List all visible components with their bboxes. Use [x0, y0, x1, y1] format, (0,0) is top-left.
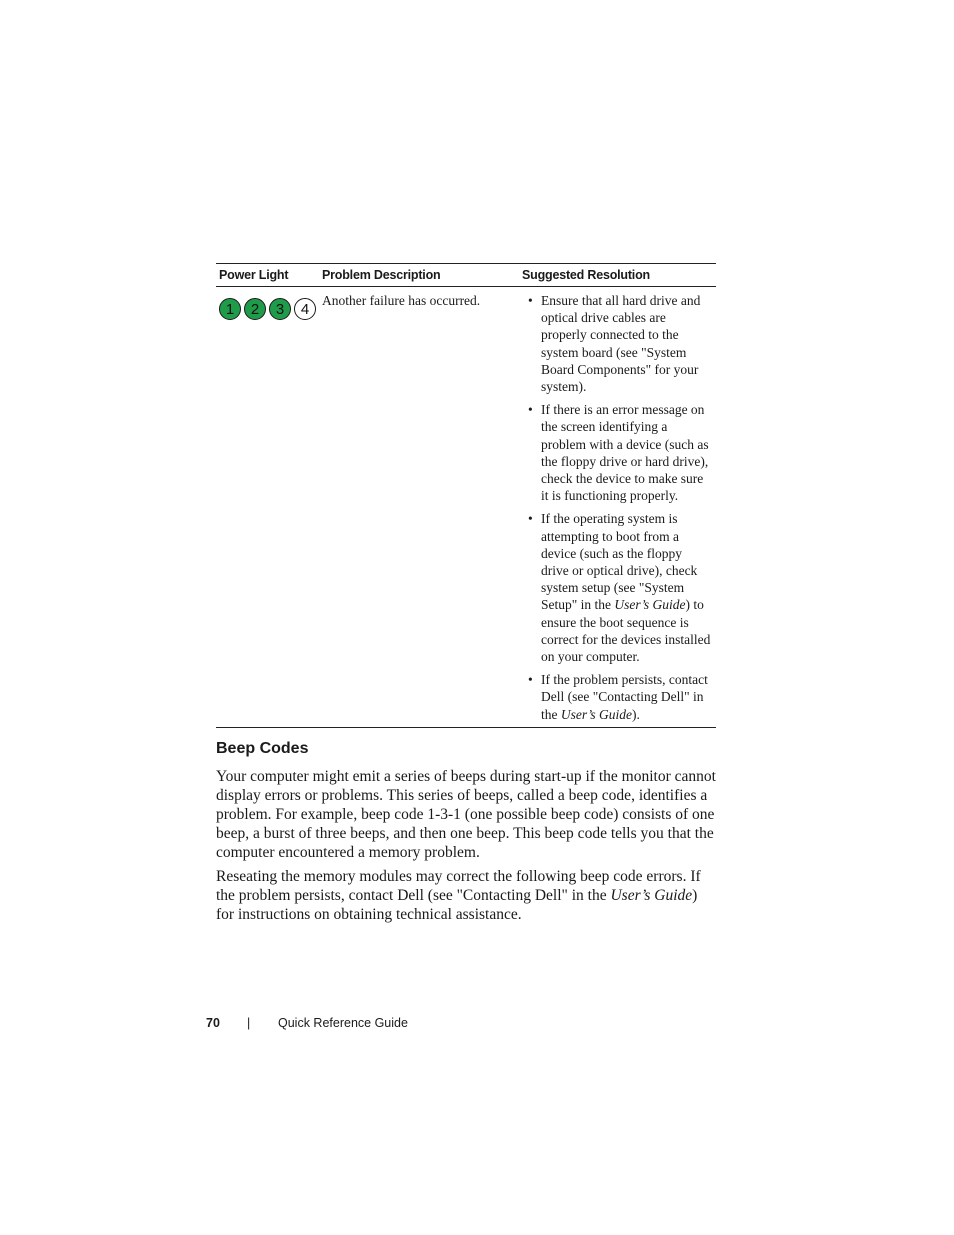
page-number: 70: [206, 1016, 220, 1030]
power-light-3-icon: 3: [269, 298, 291, 320]
power-light-indicators: [219, 292, 316, 320]
guide-title: Quick Reference Guide: [278, 1016, 408, 1030]
footer-separator: |: [247, 1016, 251, 1030]
resolution-item: • If the problem persists, contact Dell (see "Contacting Dell" in the User’s Guide).: [522, 671, 713, 723]
resolution-item: • Ensure that all hard drive and optical drive cables are properly connected to the system board (see "System Board Components" for your system).: [522, 292, 713, 395]
problem-description: Another failure has occurred.: [319, 287, 519, 728]
header-suggested-resolution: Suggested Resolution: [519, 264, 716, 287]
suggested-resolution: [519, 287, 716, 728]
power-light-4-icon: 4: [294, 298, 316, 320]
resolution-list: [522, 292, 713, 723]
resolution-item: • If the operating system is attempting to boot from a device (such as the floppy drive or optical drive), check system setup (see "System Setup" in the User’s Guide) to ensure the boot sequence is correct for the devices installed on your computer.: [522, 510, 713, 665]
power-light-cell: [216, 287, 319, 728]
paragraph-reseat-memory: Reseating the memory modules may correct the following beep code errors. If the problem persists, contact Dell (see "Contacting Dell" in the User’s Guide) for instructions on obtaining technical assistance.: [216, 868, 701, 923]
table-row: [216, 287, 716, 728]
table-header-row: [216, 264, 716, 287]
power-light-table: [216, 263, 716, 728]
power-light-1-icon: 1: [219, 298, 241, 320]
section-title: Beep Codes: [216, 740, 309, 757]
resolution-item: • If there is an error message on the screen identifying a problem with a device (such as the floppy drive or hard drive), check the device to make sure it is functioning properly.: [522, 401, 713, 504]
header-problem-description: Problem Description: [319, 264, 519, 287]
users-guide-ref: User’s Guide: [610, 887, 693, 904]
header-power-light: Power Light: [216, 264, 319, 287]
power-light-2-icon: 2: [244, 298, 266, 320]
paragraph-beep-codes-intro: Your computer might emit a series of beeps during start-up if the monitor cannot display errors or problems. This series of beeps, called a beep code, identifies a problem. For example, beep code 1-3-1 (one possible beep code) consists of one beep, a burst of three beeps, and then one beep. This beep code tells you that the computer encountered a memory problem.: [216, 768, 716, 861]
